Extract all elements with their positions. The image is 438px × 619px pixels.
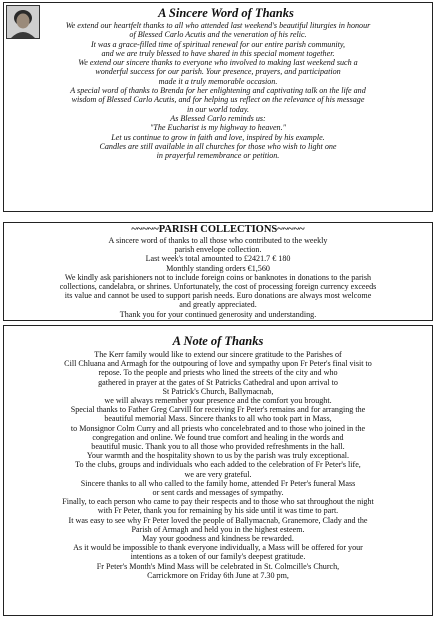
text-line: A sincere word of thanks to all those who contributed to the weekly — [108, 236, 328, 245]
text-line: Sincere thanks to all who called to the family home, attended Fr Peter's funeral Mass — [80, 478, 356, 488]
text-line: wisdom of Blessed Carlo Acutis, and for helping us reflect on the relevance of his message — [71, 95, 365, 105]
text-line: We extend our sincere thanks to everyone who involved to making last weekend such a — [78, 58, 358, 68]
total-line: Last week's total amounted to £2421.7 € 180 — [145, 254, 291, 264]
text-line: beautiful music. Thank you to all those who provided refreshments in the hall. — [91, 442, 345, 452]
text-line: The Kerr family would like to extend our sincere gratitude to the Parishes of — [94, 350, 342, 359]
text-line: gathered in prayer at the gates of St Patricks Cathedral and upon arrival to — [98, 377, 338, 387]
standing-orders-line: Monthly standing orders €1,560 — [166, 263, 270, 273]
note-of-thanks-body — [4, 350, 432, 580]
collections-title: ~~~~~PARISH COLLECTIONS~~~~~ — [131, 224, 305, 235]
text-line: we are very grateful. — [184, 469, 252, 479]
text-line: We extend our heartfelt thanks to all who attended last weekend's beautiful liturgies in honour — [65, 21, 371, 30]
text-line: beautiful memorial Mass. Sincere thanks to all who took part in Mass, — [104, 414, 332, 424]
sincere-word-section — [3, 2, 433, 212]
parish-collections-section — [3, 222, 433, 321]
text-line: Cill Chluana and Armagh for the outpouring of love and sympathy upon Fr Peter's final visit to — [64, 359, 372, 369]
text-line: It was easy to see why Fr Peter loved the people of Ballymacnab, Granemore, Clady and the — [68, 515, 368, 525]
text-line: St Patrick's Church, Ballymacnab, — [162, 386, 274, 396]
note-of-thanks-title: A Note of Thanks — [172, 334, 264, 348]
text-line: To the clubs, groups and individuals who each added to the celebration of Fr Peter's life, — [75, 460, 361, 470]
text-line: parish envelope collection. — [174, 245, 262, 255]
text-line: As Blessed Carlo reminds us: — [170, 113, 266, 123]
text-line: collections, candelabra, or shrines. Unfortunately, the cost of processing foreign currency exceeds — [59, 282, 377, 292]
text-line: in our world today. — [186, 104, 250, 114]
text-line: and we are truly blessed to have shared in this special moment together. — [101, 48, 335, 58]
text-line: and greatly appreciated. — [179, 300, 257, 310]
note-of-thanks-section — [3, 325, 433, 616]
text-line: wonderful success for our parish. Your presence, prayers, and participation — [95, 67, 341, 77]
text-line: intentions as a token of our family's deepest gratitude. — [130, 552, 306, 562]
text-line: Parish of Armagh and held you in the highest esteem. — [131, 524, 305, 534]
text-line: Special thanks to Father Greg Carvill for receiving Fr Peter's remains and for arranging the — [70, 405, 366, 415]
text-line: made it a truly memorable occasion. — [158, 76, 278, 86]
text-line: Carrickmore on Friday 6th June at 7.30 pm, — [147, 570, 289, 580]
quote-line: "The Eucharist is my highway to heaven." — [149, 123, 287, 133]
text-line: We kindly ask parishioners not to include foreign coins or banknotes in donations to the parish — [64, 272, 372, 282]
text-line: of Blessed Carlo Acutis and the veneration of his relic. — [129, 30, 307, 40]
text-line: repose. To the people and priests who lined the streets of the city and who — [98, 368, 338, 378]
text-line: It was a grace-filled time of spiritual renewal for our entire parish community, — [90, 39, 346, 49]
text-line: or sent cards and messages of sympathy. — [152, 488, 284, 498]
sincere-word-body — [4, 21, 432, 160]
text-line: its value and cannot be used to support parish needs. Euro donations are always most welcome — [64, 291, 372, 301]
text-line: Fr Peter's Month's Mind Mass will be celebrated in St. Colmcille's Church, — [96, 561, 340, 571]
text-line: with Fr Peter, thank you for remaining by his side until it was time to part. — [97, 506, 339, 516]
text-line: we will always remember your presence and the comfort you brought. — [104, 396, 332, 406]
text-line: Finally, to each person who came to pay their respects and to those who sat throughout the night — [62, 497, 374, 507]
text-line: Candles are still available in all churches for those who wish to light one — [99, 141, 337, 151]
text-line: Let us continue to grow in faith and love, inspired by his example. — [111, 132, 325, 142]
text-line: A special word of thanks to Brenda for her enlightening and captivating talk on the life and — [70, 86, 366, 96]
carlo-acutis-portrait — [6, 5, 40, 39]
text-line: Your warmth and the hospitality shown to us by the parish was truly exceptional. — [86, 451, 350, 461]
text-line: congregation and online. We found true comfort and healing in the words and — [92, 432, 344, 442]
sincere-word-title: A Sincere Word of Thanks — [158, 6, 294, 20]
text-line: in prayerful remembrance or petition. — [156, 151, 280, 161]
text-line: to Monsignor Colm Curry and all priests who concelebrated and to those who joined in the — [70, 423, 366, 433]
text-line: As it would be impossible to thank everyone individually, a Mass will be offered for your — [73, 543, 363, 553]
text-line: May your goodness and kindness be rewarded. — [142, 534, 294, 544]
collections-body — [4, 236, 432, 319]
text-line: Thank you for your continued generosity and understanding. — [119, 309, 317, 319]
